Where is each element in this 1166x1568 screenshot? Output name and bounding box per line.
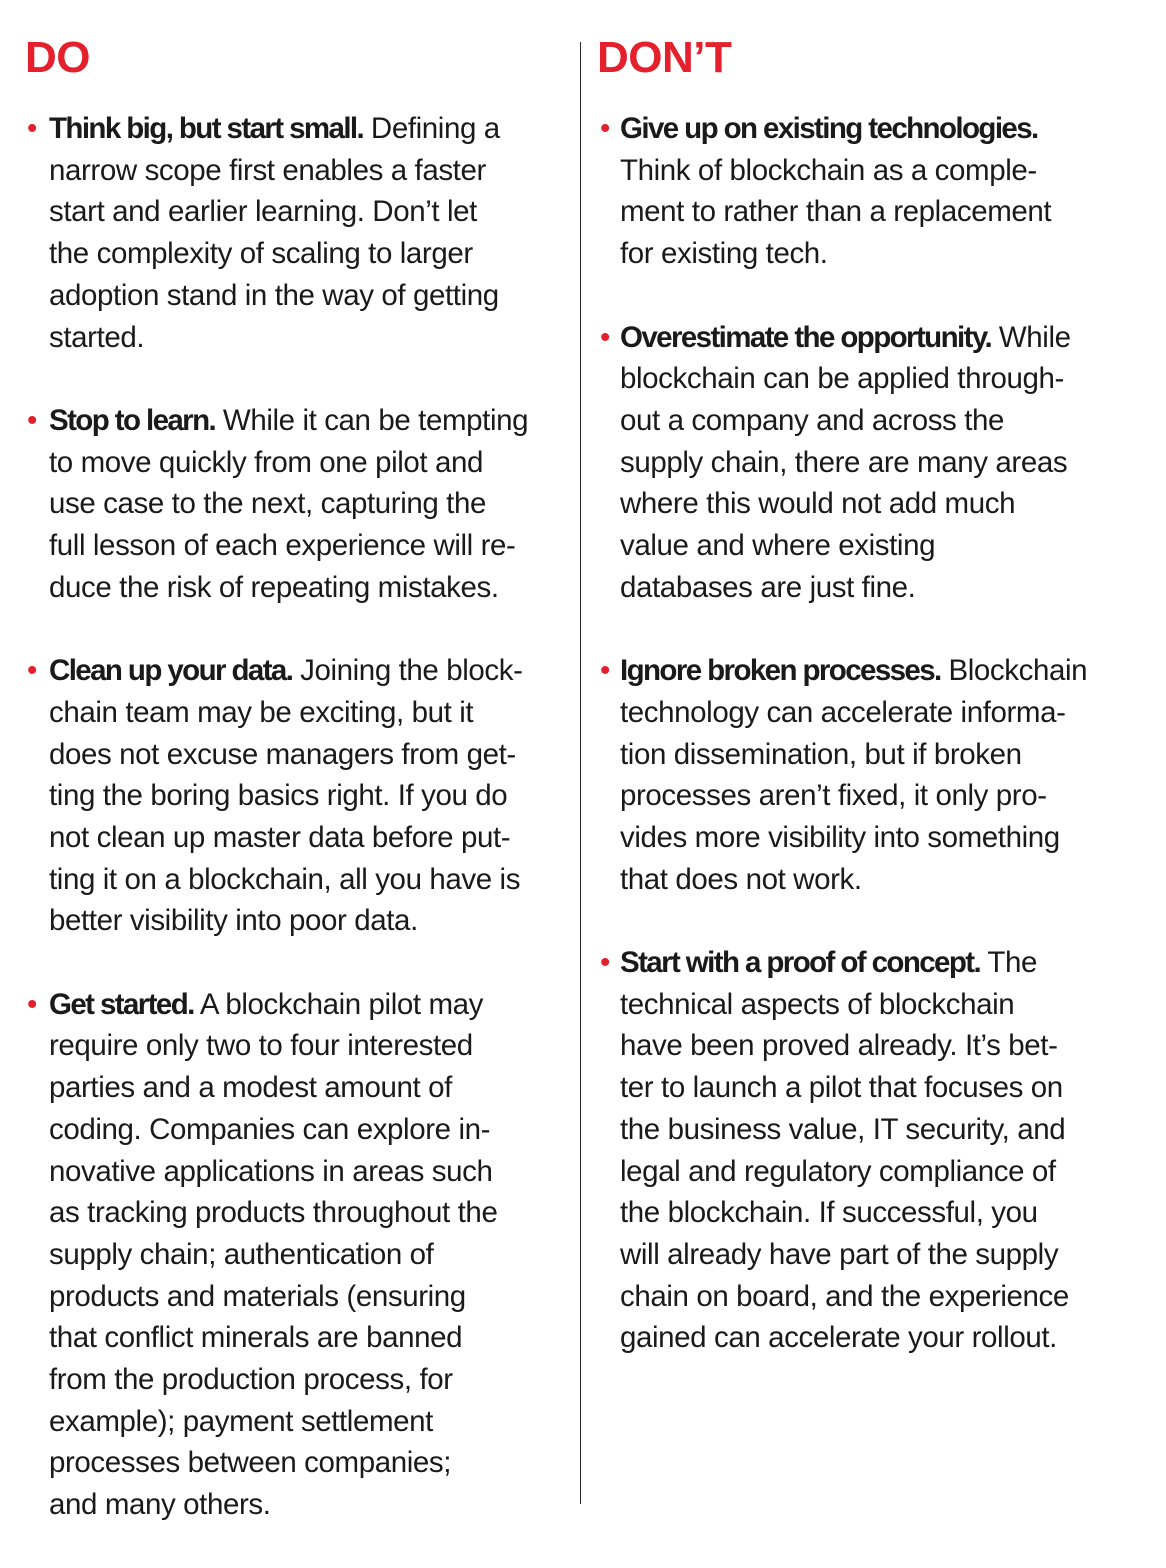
- item-line: where this would not add much: [620, 487, 1016, 521]
- item-text: While: [991, 320, 1071, 354]
- item-line: the business value, IT security, and: [620, 1112, 1066, 1146]
- item-line: the complexity of scaling to larger: [49, 237, 473, 271]
- item-line: example); payment settlement: [49, 1404, 433, 1438]
- item-line: better visibility into poor data.: [49, 904, 418, 938]
- item-text: Blockchain: [940, 654, 1088, 688]
- list-item: [24, 650, 569, 942]
- bullet-icon: •: [27, 112, 37, 145]
- item-line: from the production process, for: [49, 1363, 453, 1397]
- item-line: adoption stand in the way of getting: [49, 278, 499, 312]
- item-line: [620, 317, 1137, 359]
- bullet-icon: •: [27, 654, 37, 688]
- do-heading: DO: [25, 33, 90, 82]
- list-item: [597, 942, 1137, 1359]
- do-list: [24, 108, 569, 1526]
- item-line: chain on board, and the experience: [620, 1279, 1069, 1313]
- item-line: [49, 984, 569, 1026]
- item-lead: Stop to learn.: [49, 403, 216, 437]
- bullet-icon: •: [600, 946, 610, 980]
- item-text: The: [980, 946, 1037, 980]
- item-line: the blockchain. If successful, you: [620, 1196, 1038, 1230]
- item-lead: Think big, but start small.: [49, 112, 364, 145]
- dont-column: [597, 32, 1137, 1401]
- do-column: [24, 32, 569, 1568]
- item-text: Joining the block-: [292, 654, 523, 688]
- item-line: parties and a modest amount of: [49, 1071, 452, 1105]
- item-line: blockchain can be applied through-: [620, 362, 1064, 396]
- item-lead: Get started.: [49, 987, 194, 1021]
- item-text: While it can be tempting: [215, 403, 529, 437]
- item-line: ting the boring basics right. If you do: [49, 779, 508, 813]
- item-line: ter to launch a pilot that focuses on: [620, 1071, 1063, 1105]
- item-lead: Clean up your data.: [49, 654, 293, 688]
- item-line: use case to the next, capturing the: [49, 487, 486, 521]
- item-line: Think of blockchain as a comple-: [620, 153, 1037, 187]
- item-line: supply chain, there are many areas: [620, 445, 1068, 479]
- item-line: have been proved already. It’s bet-: [620, 1029, 1058, 1063]
- item-line: processes aren’t fixed, it only pro-: [620, 779, 1047, 813]
- item-line: legal and regulatory compliance of: [620, 1154, 1056, 1188]
- item-line: [620, 942, 1137, 984]
- item-line: that does not work.: [620, 862, 862, 896]
- item-line: products and materials (ensuring: [49, 1279, 466, 1313]
- bullet-icon: •: [600, 654, 610, 688]
- item-lead: Overestimate the opportunity.: [620, 320, 992, 354]
- item-line: [49, 108, 569, 150]
- item-line: does not excuse managers from get-: [49, 737, 516, 771]
- item-line: technology can accelerate informa-: [620, 695, 1066, 729]
- item-line: [620, 108, 1137, 150]
- item-line: gained can accelerate your rollout.: [620, 1321, 1057, 1355]
- item-line: and many others.: [49, 1488, 271, 1522]
- item-line: that conflict minerals are banned: [49, 1321, 463, 1355]
- list-item: [24, 108, 569, 358]
- item-line: [49, 650, 569, 692]
- list-item: [597, 317, 1137, 609]
- item-text: A blockchain pilot may: [193, 987, 483, 1021]
- item-lead: Ignore broken processes.: [620, 654, 941, 688]
- item-line: ment to rather than a replacement: [620, 195, 1052, 229]
- item-line: chain team may be exciting, but it: [49, 695, 474, 729]
- item-line: to move quickly from one pilot and: [49, 445, 484, 479]
- bullet-icon: •: [27, 987, 37, 1021]
- dont-heading: DON’T: [597, 33, 732, 82]
- item-line: [620, 650, 1137, 692]
- item-line: will already have part of the supply: [620, 1237, 1059, 1271]
- item-line: require only two to four interested: [49, 1029, 473, 1063]
- item-lead: Give up on existing technologies.: [620, 112, 1038, 145]
- item-line: started.: [49, 320, 145, 354]
- bullet-icon: •: [600, 112, 610, 145]
- item-line: vides more visibility into something: [620, 820, 1060, 854]
- item-line: tion dissemination, but if broken: [620, 737, 1022, 771]
- item-line: supply chain; authentication of: [49, 1237, 434, 1271]
- item-line: ting it on a blockchain, all you have is: [49, 862, 521, 896]
- item-line: for existing tech.: [620, 237, 828, 271]
- item-line: full lesson of each experience will re-: [49, 529, 516, 563]
- item-line: technical aspects of blockchain: [620, 987, 1015, 1021]
- item-line: not clean up master data before put-: [49, 820, 511, 854]
- column-divider: [580, 42, 581, 1504]
- item-line: as tracking products throughout the: [49, 1196, 498, 1230]
- item-line: databases are just fine.: [620, 570, 916, 604]
- item-text: Defining a: [363, 112, 500, 145]
- bullet-icon: •: [600, 320, 610, 354]
- item-line: processes between companies;: [49, 1446, 452, 1480]
- list-item: [597, 108, 1137, 275]
- item-line: narrow scope first enables a faster: [49, 153, 486, 187]
- item-line: start and earlier learning. Don’t let: [49, 195, 477, 229]
- item-line: coding. Companies can explore in-: [49, 1112, 491, 1146]
- item-line: out a company and across the: [620, 403, 1005, 437]
- bullet-icon: •: [27, 403, 37, 437]
- dont-list: [597, 108, 1137, 1359]
- item-lead: Start with a proof of concept.: [620, 946, 981, 980]
- item-line: duce the risk of repeating mistakes.: [49, 570, 499, 604]
- item-line: value and where existing: [620, 529, 936, 563]
- list-item: [24, 400, 569, 609]
- item-line: [49, 400, 569, 442]
- list-item: [597, 650, 1137, 900]
- item-line: novative applications in areas such: [49, 1154, 493, 1188]
- list-item: [24, 984, 569, 1526]
